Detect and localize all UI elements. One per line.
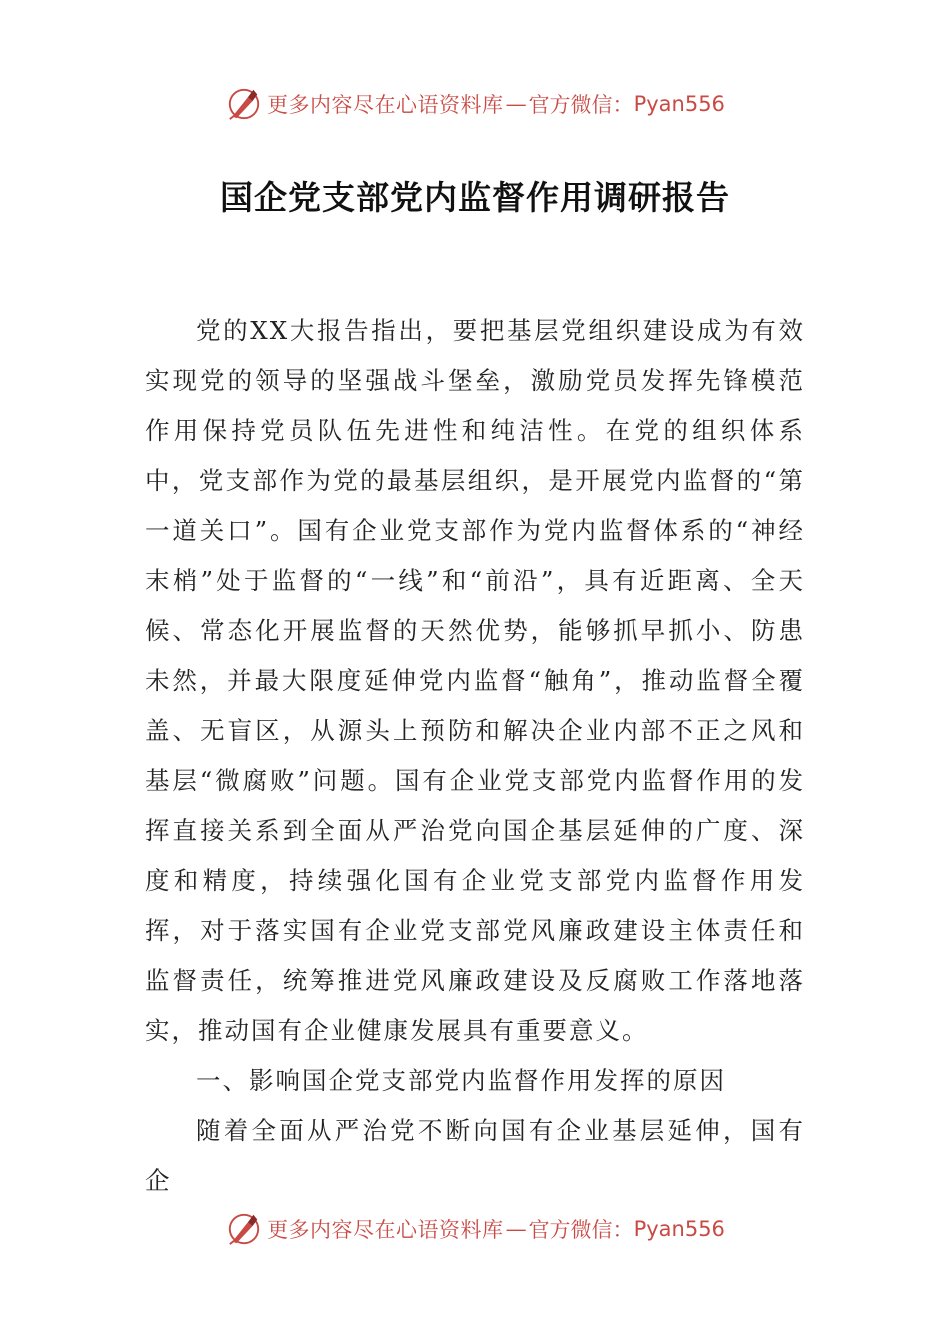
header-watermark <box>0 84 950 124</box>
watermark-separator: — <box>505 1217 527 1241</box>
section-heading: 一、影响国企党支部党内监督作用发挥的原因 <box>196 1066 726 1095</box>
pen-nib-logo-icon <box>225 1211 263 1247</box>
watermark-wechat-id: Pyan556 <box>633 92 725 116</box>
watermark-separator: — <box>505 92 527 116</box>
document-title: 国企党支部党内监督作用调研报告 <box>220 178 730 217</box>
watermark-label: 官方微信： <box>528 93 634 117</box>
paragraph-section-1: 随着全面从严治党不断向国有企业基层延伸，国有企 <box>145 1116 805 1195</box>
watermark-wechat-id: Pyan556 <box>633 1217 725 1241</box>
paragraph-intro: 党的XX大报告指出，要把基层党组织建设成为有效实现党的领导的坚强战斗堡垒，激励党员发挥先锋模范作用保持党员队伍先进性和纯洁性。在党的组织体系中，党支部作为党的最基层组织，是开展党内监督的“第一道关口”。国有企业党支部作为党内监督体系的“神经末梢”处于监督的“一线”和“前沿”，具有近距离、全天候、常态化开展监督的天然优势，能够抓早抓小、防患未然，并最大限度延伸党内监督“触角”，推动监督全覆盖、无盲区，从源头上预防和解决企业内部不正之风和基层“微腐败”问题。国有企业党支部党内监督作用的发挥直接关系到全面从严治党向国企基层延伸的广度、深度和精度，持续强化国有企业党支部党内监督作用发挥，对于落实国有企业党支部党风廉政建设主体责任和监督责任，统筹推进党风廉政建设及反腐败工作落地落实，推动国有企业健康发展具有重要意义。 <box>145 316 805 1045</box>
footer-watermark <box>0 1209 950 1249</box>
watermark-text: 更多内容尽在心语资料库 <box>267 93 504 117</box>
watermark-text: 更多内容尽在心语资料库 <box>267 1218 504 1242</box>
pen-nib-logo-icon <box>225 86 263 122</box>
document-body <box>145 306 805 1206</box>
watermark-label: 官方微信： <box>528 1218 634 1242</box>
